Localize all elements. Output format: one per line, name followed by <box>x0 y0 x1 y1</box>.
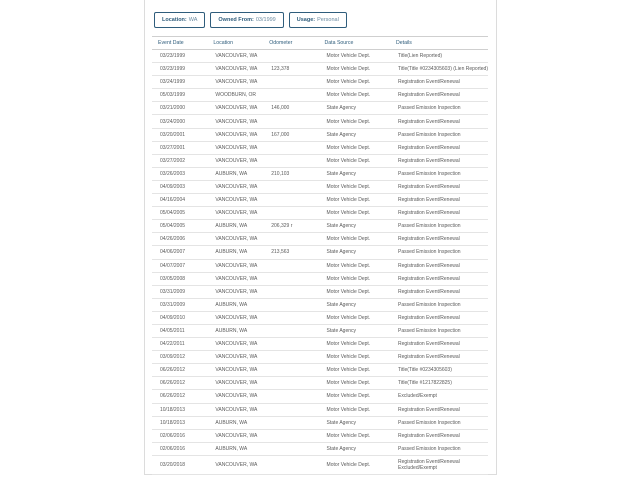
cell-event-date: 04/09/2003 <box>152 180 207 193</box>
table-row <box>152 272 488 285</box>
cell-odometer <box>263 390 318 403</box>
table-row <box>152 141 488 154</box>
cell-location: AUBURN, WA <box>207 416 263 429</box>
cell-odometer <box>263 259 318 272</box>
cell-details: Passed Emission Inspection <box>390 442 488 455</box>
cell-event-date: 03/31/2009 <box>152 285 207 298</box>
cell-location: VANCOUVER, WA <box>207 128 263 141</box>
cell-odometer <box>263 442 318 455</box>
cell-data-source: Motor Vehicle Dept. <box>319 351 390 364</box>
cell-location: VANCOUVER, WA <box>207 50 263 63</box>
cell-location: AUBURN, WA <box>207 246 263 259</box>
cell-location: VANCOUVER, WA <box>207 311 263 324</box>
cell-event-date: 06/26/2012 <box>152 390 207 403</box>
cell-data-source: Motor Vehicle Dept. <box>319 207 390 220</box>
cell-data-source: Motor Vehicle Dept. <box>319 377 390 390</box>
cell-odometer <box>263 338 318 351</box>
cell-odometer <box>263 298 318 311</box>
cell-location: VANCOUVER, WA <box>207 429 263 442</box>
cell-event-date: 04/22/2011 <box>152 338 207 351</box>
cell-odometer <box>263 351 318 364</box>
cell-location: AUBURN, WA <box>207 220 263 233</box>
filter-label: Owned From: <box>218 17 254 23</box>
cell-event-date: 03/24/2000 <box>152 115 207 128</box>
cell-location: VANCOUVER, WA <box>207 285 263 298</box>
cell-odometer <box>263 377 318 390</box>
cell-details: Registration Event/Renewal <box>390 141 488 154</box>
cell-location: VANCOUVER, WA <box>207 141 263 154</box>
vehicle-history-table <box>152 36 488 475</box>
cell-location: AUBURN, WA <box>207 167 263 180</box>
table-row <box>152 115 488 128</box>
cell-data-source: State Agency <box>319 298 390 311</box>
cell-event-date: 10/18/2013 <box>152 403 207 416</box>
cell-odometer <box>263 180 318 193</box>
cell-odometer <box>263 233 318 246</box>
cell-event-date: 03/24/1999 <box>152 76 207 89</box>
cell-details: Title(Title #0234305603) (Lien Reported) <box>390 63 488 76</box>
cell-event-date: 06/26/2012 <box>152 364 207 377</box>
cell-location: VANCOUVER, WA <box>207 351 263 364</box>
filter-label: Location: <box>162 17 187 23</box>
cell-location: WOODBURN, OR <box>207 89 263 102</box>
cell-location: VANCOUVER, WA <box>207 455 263 474</box>
cell-data-source: Motor Vehicle Dept. <box>319 403 390 416</box>
table-row <box>152 442 488 455</box>
cell-event-date: 03/27/2002 <box>152 154 207 167</box>
cell-data-source: Motor Vehicle Dept. <box>319 233 390 246</box>
filter-location-chip[interactable] <box>154 12 205 28</box>
cell-details: Registration Event/Renewal <box>390 259 488 272</box>
cell-odometer <box>263 272 318 285</box>
cell-location: VANCOUVER, WA <box>207 63 263 76</box>
cell-details: Registration Event/Renewal <box>390 272 488 285</box>
cell-location: VANCOUVER, WA <box>207 364 263 377</box>
table-row <box>152 285 488 298</box>
cell-data-source: State Agency <box>319 128 390 141</box>
cell-odometer: 123,378 <box>263 63 318 76</box>
cell-data-source: Motor Vehicle Dept. <box>319 285 390 298</box>
cell-details: Registration Event/Renewal <box>390 311 488 324</box>
table-row <box>152 207 488 220</box>
cell-location: VANCOUVER, WA <box>207 259 263 272</box>
cell-event-date: 04/16/2004 <box>152 194 207 207</box>
cell-event-date: 04/26/2006 <box>152 233 207 246</box>
cell-odometer <box>263 429 318 442</box>
cell-data-source: Motor Vehicle Dept. <box>319 115 390 128</box>
cell-data-source: State Agency <box>319 246 390 259</box>
cell-location: VANCOUVER, WA <box>207 338 263 351</box>
filter-value: 03/1999 <box>255 17 276 23</box>
cell-odometer <box>263 364 318 377</box>
column-header-data-source[interactable]: Data Source <box>319 37 390 50</box>
table-row <box>152 233 488 246</box>
cell-location: AUBURN, WA <box>207 442 263 455</box>
cell-event-date: 03/21/2000 <box>152 102 207 115</box>
cell-details: Registration Event/Renewal <box>390 180 488 193</box>
cell-data-source: State Agency <box>319 102 390 115</box>
filter-value: Personal <box>317 17 339 23</box>
cell-data-source: State Agency <box>319 220 390 233</box>
cell-data-source: State Agency <box>319 442 390 455</box>
cell-odometer <box>263 89 318 102</box>
cell-data-source: Motor Vehicle Dept. <box>319 338 390 351</box>
cell-details: Passed Emission Inspection <box>390 246 488 259</box>
cell-event-date: 05/03/1999 <box>152 89 207 102</box>
cell-details: Passed Emission Inspection <box>390 416 488 429</box>
column-header-details[interactable]: Details <box>390 37 488 50</box>
table-row <box>152 311 488 324</box>
table-row <box>152 390 488 403</box>
table-row <box>152 89 488 102</box>
cell-odometer <box>263 50 318 63</box>
cell-details: Excluded/Exempt <box>390 390 488 403</box>
table-row <box>152 351 488 364</box>
cell-location: VANCOUVER, WA <box>207 207 263 220</box>
table-row <box>152 455 488 474</box>
cell-details: Registration Event/Renewal <box>390 351 488 364</box>
cell-details: Title(Title #0234305603) <box>390 364 488 377</box>
cell-data-source: Motor Vehicle Dept. <box>319 180 390 193</box>
table-row <box>152 167 488 180</box>
cell-odometer <box>263 115 318 128</box>
cell-data-source: Motor Vehicle Dept. <box>319 364 390 377</box>
cell-location: VANCOUVER, WA <box>207 194 263 207</box>
cell-odometer <box>263 324 318 337</box>
table-row <box>152 128 488 141</box>
cell-data-source: State Agency <box>319 416 390 429</box>
table-row <box>152 298 488 311</box>
table-row <box>152 102 488 115</box>
cell-details: Registration Event/Renewal <box>390 194 488 207</box>
cell-event-date: 03/26/2003 <box>152 167 207 180</box>
cell-location: VANCOUVER, WA <box>207 154 263 167</box>
cell-odometer <box>263 141 318 154</box>
column-header-event-date[interactable]: Event Date <box>152 37 207 50</box>
cell-odometer <box>263 455 318 474</box>
filter-owned-from-chip[interactable] <box>210 12 283 28</box>
table-row <box>152 324 488 337</box>
cell-location: VANCOUVER, WA <box>207 180 263 193</box>
cell-odometer: 213,563 <box>263 246 318 259</box>
cell-data-source: Motor Vehicle Dept. <box>319 141 390 154</box>
cell-location: AUBURN, WA <box>207 324 263 337</box>
cell-odometer <box>263 207 318 220</box>
cell-location: VANCOUVER, WA <box>207 102 263 115</box>
cell-details: Registration Event/Renewal <box>390 429 488 442</box>
cell-location: AUBURN, WA <box>207 298 263 311</box>
cell-event-date: 03/20/2001 <box>152 128 207 141</box>
cell-event-date: 03/20/2018 <box>152 455 207 474</box>
table-row <box>152 403 488 416</box>
table-row <box>152 338 488 351</box>
cell-odometer <box>263 154 318 167</box>
cell-data-source: Motor Vehicle Dept. <box>319 429 390 442</box>
table-body <box>152 50 488 475</box>
cell-data-source: State Agency <box>319 167 390 180</box>
table-row <box>152 50 488 63</box>
cell-details: Passed Emission Inspection <box>390 220 488 233</box>
table-row <box>152 63 488 76</box>
cell-details: Registration Event/Renewal <box>390 233 488 246</box>
cell-data-source: Motor Vehicle Dept. <box>319 50 390 63</box>
table-row <box>152 154 488 167</box>
table-row <box>152 180 488 193</box>
cell-location: VANCOUVER, WA <box>207 233 263 246</box>
cell-event-date: 03/31/2009 <box>152 298 207 311</box>
cell-event-date: 03/05/2008 <box>152 272 207 285</box>
cell-odometer: 167,000 <box>263 128 318 141</box>
cell-odometer: 146,000 <box>263 102 318 115</box>
cell-details: Registration Event/Renewal <box>390 403 488 416</box>
cell-details: Passed Emission Inspection <box>390 102 488 115</box>
cell-event-date: 04/07/2007 <box>152 259 207 272</box>
table-row <box>152 377 488 390</box>
cell-event-date: 04/05/2011 <box>152 324 207 337</box>
table-row <box>152 194 488 207</box>
table-row <box>152 220 488 233</box>
filter-usage-chip[interactable] <box>289 12 347 28</box>
cell-location: VANCOUVER, WA <box>207 403 263 416</box>
column-header-odometer[interactable]: Odometer <box>263 37 318 50</box>
cell-details: Title(Title #1217822825) <box>390 377 488 390</box>
cell-odometer <box>263 311 318 324</box>
cell-event-date: 05/04/2005 <box>152 207 207 220</box>
cell-details: Registration Event/Renewal Excluded/Exempt <box>390 455 488 474</box>
cell-data-source: Motor Vehicle Dept. <box>319 63 390 76</box>
cell-location: VANCOUVER, WA <box>207 272 263 285</box>
cell-odometer <box>263 194 318 207</box>
cell-event-date: 02/06/2016 <box>152 429 207 442</box>
cell-event-date: 04/09/2010 <box>152 311 207 324</box>
cell-details: Registration Event/Renewal <box>390 207 488 220</box>
cell-data-source: Motor Vehicle Dept. <box>319 259 390 272</box>
cell-details: Registration Event/Renewal <box>390 338 488 351</box>
cell-event-date: 05/04/2005 <box>152 220 207 233</box>
cell-details: Registration Event/Renewal <box>390 115 488 128</box>
cell-data-source: Motor Vehicle Dept. <box>319 390 390 403</box>
cell-event-date: 10/18/2013 <box>152 416 207 429</box>
cell-odometer <box>263 76 318 89</box>
cell-event-date: 02/06/2016 <box>152 442 207 455</box>
table-row <box>152 364 488 377</box>
cell-odometer <box>263 416 318 429</box>
cell-location: VANCOUVER, WA <box>207 76 263 89</box>
filter-bar <box>154 12 347 28</box>
table-row <box>152 259 488 272</box>
cell-data-source: State Agency <box>319 324 390 337</box>
table-row <box>152 416 488 429</box>
cell-location: VANCOUVER, WA <box>207 377 263 390</box>
cell-details: Registration Event/Renewal <box>390 89 488 102</box>
cell-details: Passed Emission Inspection <box>390 298 488 311</box>
cell-data-source: Motor Vehicle Dept. <box>319 311 390 324</box>
filter-label: Usage: <box>296 17 316 23</box>
cell-data-source: Motor Vehicle Dept. <box>319 194 390 207</box>
cell-data-source: Motor Vehicle Dept. <box>319 154 390 167</box>
cell-details: Registration Event/Renewal <box>390 76 488 89</box>
cell-location: VANCOUVER, WA <box>207 390 263 403</box>
table-row <box>152 76 488 89</box>
cell-event-date: 06/26/2012 <box>152 377 207 390</box>
cell-event-date: 03/27/2001 <box>152 141 207 154</box>
cell-event-date: 03/09/2012 <box>152 351 207 364</box>
cell-details: Registration Event/Renewal <box>390 285 488 298</box>
cell-data-source: Motor Vehicle Dept. <box>319 89 390 102</box>
cell-event-date: 03/23/1999 <box>152 63 207 76</box>
cell-details: Registration Event/Renewal <box>390 154 488 167</box>
table-row <box>152 246 488 259</box>
table-header-row <box>152 37 488 50</box>
cell-odometer <box>263 403 318 416</box>
cell-details: Passed Emission Inspection <box>390 167 488 180</box>
cell-odometer: 210,103 <box>263 167 318 180</box>
cell-event-date: 03/23/1999 <box>152 50 207 63</box>
cell-location: VANCOUVER, WA <box>207 115 263 128</box>
filter-value: WA <box>188 17 198 23</box>
table-row <box>152 429 488 442</box>
cell-data-source: Motor Vehicle Dept. <box>319 455 390 474</box>
cell-details: Passed Emission Inspection <box>390 128 488 141</box>
cell-event-date: 04/06/2007 <box>152 246 207 259</box>
cell-data-source: Motor Vehicle Dept. <box>319 272 390 285</box>
column-header-location[interactable]: Location <box>207 37 263 50</box>
cell-data-source: Motor Vehicle Dept. <box>319 76 390 89</box>
cell-details: Title(Lien Reported) <box>390 50 488 63</box>
cell-odometer: 206,329 r <box>263 220 318 233</box>
cell-odometer <box>263 285 318 298</box>
cell-details: Passed Emission Inspection <box>390 324 488 337</box>
